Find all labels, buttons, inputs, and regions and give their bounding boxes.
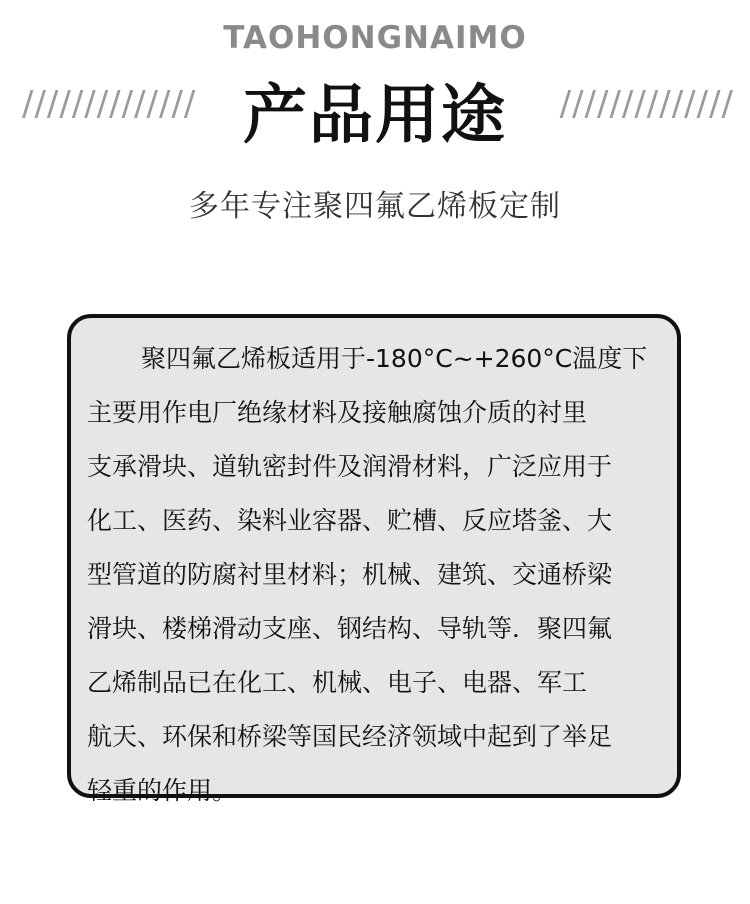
title-row	[0, 64, 750, 153]
description-line: 轻重的作用。	[87, 776, 238, 805]
description-line: 化工、医药、染料业容器、贮槽、反应塔釜、大	[87, 506, 613, 535]
description-line: 滑块、楼梯滑动支座、钢结构、导轨等．聚四氟	[87, 614, 613, 643]
description-line: 主要用作电厂绝缘材料及接触腐蚀介质的衬里	[87, 398, 588, 427]
description-line: 聚四氟乙烯板适用于-180°C~+260°C温度下	[141, 344, 648, 373]
description-card	[67, 314, 681, 805]
description-line: 支承滑块、道轨密封件及润滑材料，广泛应用于	[87, 452, 613, 481]
description-line: 航天、环保和桥梁等国民经济领域中起到了举足	[87, 722, 613, 751]
description-line: 乙烯制品已在化工、机械、电子、电器、军工	[87, 668, 588, 697]
decor-slashes-left: //////////////	[22, 84, 197, 124]
description-line: 型管道的防腐衬里材料；机械、建筑、交通桥梁	[87, 560, 613, 589]
brand-name: TAOHONGNAIMO	[223, 20, 527, 56]
page-subtitle: 多年专注聚四氟乙烯板定制	[189, 189, 561, 224]
page-title: 产品用途	[243, 79, 507, 153]
decor-slashes-right: //////////////	[559, 84, 734, 124]
